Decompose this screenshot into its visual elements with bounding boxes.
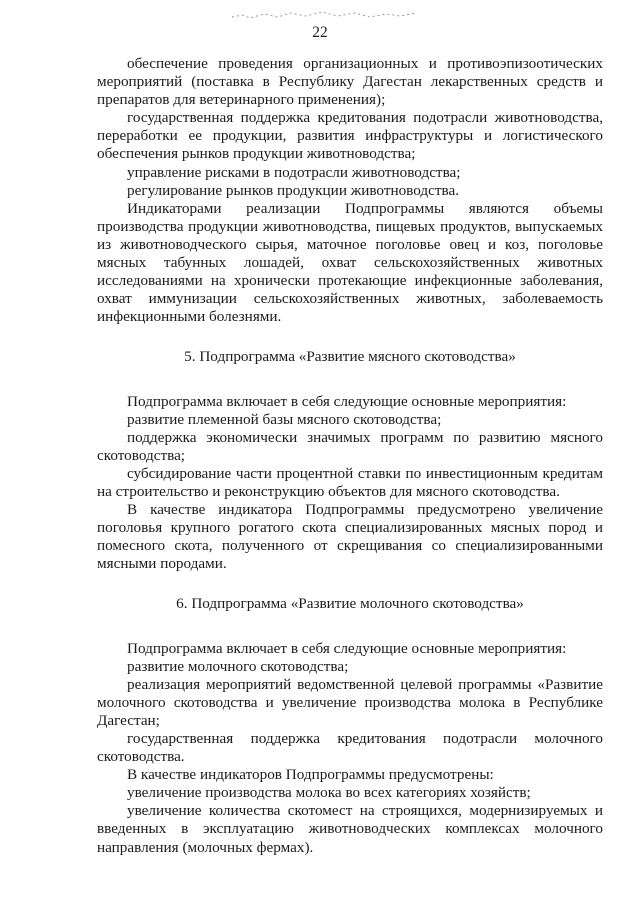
paragraph: Подпрограмма включает в себя следующие основные мероприятия: [127, 392, 567, 410]
document-body [97, 55, 603, 857]
paragraph: обеспечение проведения организационных и противоэпизоотических мероприятий (поставка в Республику Дагестан лекарственных средств и препаратов для ветеринарного применения); [97, 55, 603, 109]
paragraph: субсидирование части процентной ставки по инвестиционным кредитам на строительство и реконструкцию объектов для мясного скотоводства. [97, 464, 603, 500]
paragraph: государственная поддержка кредитования подотрасли животноводства, переработки ее продукции, развития инфраструктуры и логистического обеспечения рынков продукции животноводства; [97, 109, 603, 163]
page-number: 22 [312, 24, 328, 41]
paragraph: Индикаторами реализации Подпрограммы являются объемы производства продукции животноводства, пищевых продуктов, выпускаемых из животноводческого сырья, маточное поголовье овец и коз, поголовье мясных табунных лошадей, охват сельскохозяйственных животных исследованиями на хронически протекающие инфекционные заболевания, охват иммунизации сельскохозяйственных животных, заболеваемость инфекционными болезнями. [97, 199, 603, 326]
paragraph: государственная поддержка кредитования подотрасли молочного скотоводства. [97, 730, 603, 766]
paragraph: увеличение производства молока во всех категориях хозяйств; [127, 784, 531, 802]
paragraph: управление рисками в подотрасли животноводства; [127, 163, 461, 181]
paragraph: развитие племенной базы мясного скотоводства; [127, 410, 442, 428]
paragraph: Подпрограмма включает в себя следующие основные мероприятия: [127, 639, 567, 657]
paragraph: регулирование рынков продукции животноводства. [127, 181, 460, 199]
paragraph: увеличение количества скотомест на строящихся, модернизируемых и введенных в эксплуатацию животноводческих комплексах молочного направления (молочных фермах). [97, 802, 603, 856]
paragraph: развитие молочного скотоводства; [127, 657, 349, 675]
paragraph: В качестве индикатора Подпрограммы предусмотрено увеличение поголовья крупного рогатого скота специализированных мясных пород и помесного скота, полученного от скрещивания со специализированными мясными породами. [97, 501, 603, 573]
paragraph: реализация мероприятий ведомственной целевой программы «Развитие молочного скотоводства и увеличение производства молока в Республике Дагестан; [97, 675, 603, 729]
scan-noise-mark [230, 8, 420, 22]
paragraph: поддержка экономически значимых программ по развитию мясного скотоводства; [97, 428, 603, 464]
paragraph: В качестве индикаторов Подпрограммы предусмотрены: [127, 766, 494, 784]
section-heading-5: 5. Подпрограмма «Развитие мясного скотоводства» [184, 348, 516, 366]
section-heading-6: 6. Подпрограмма «Развитие молочного скотоводства» [176, 595, 524, 613]
